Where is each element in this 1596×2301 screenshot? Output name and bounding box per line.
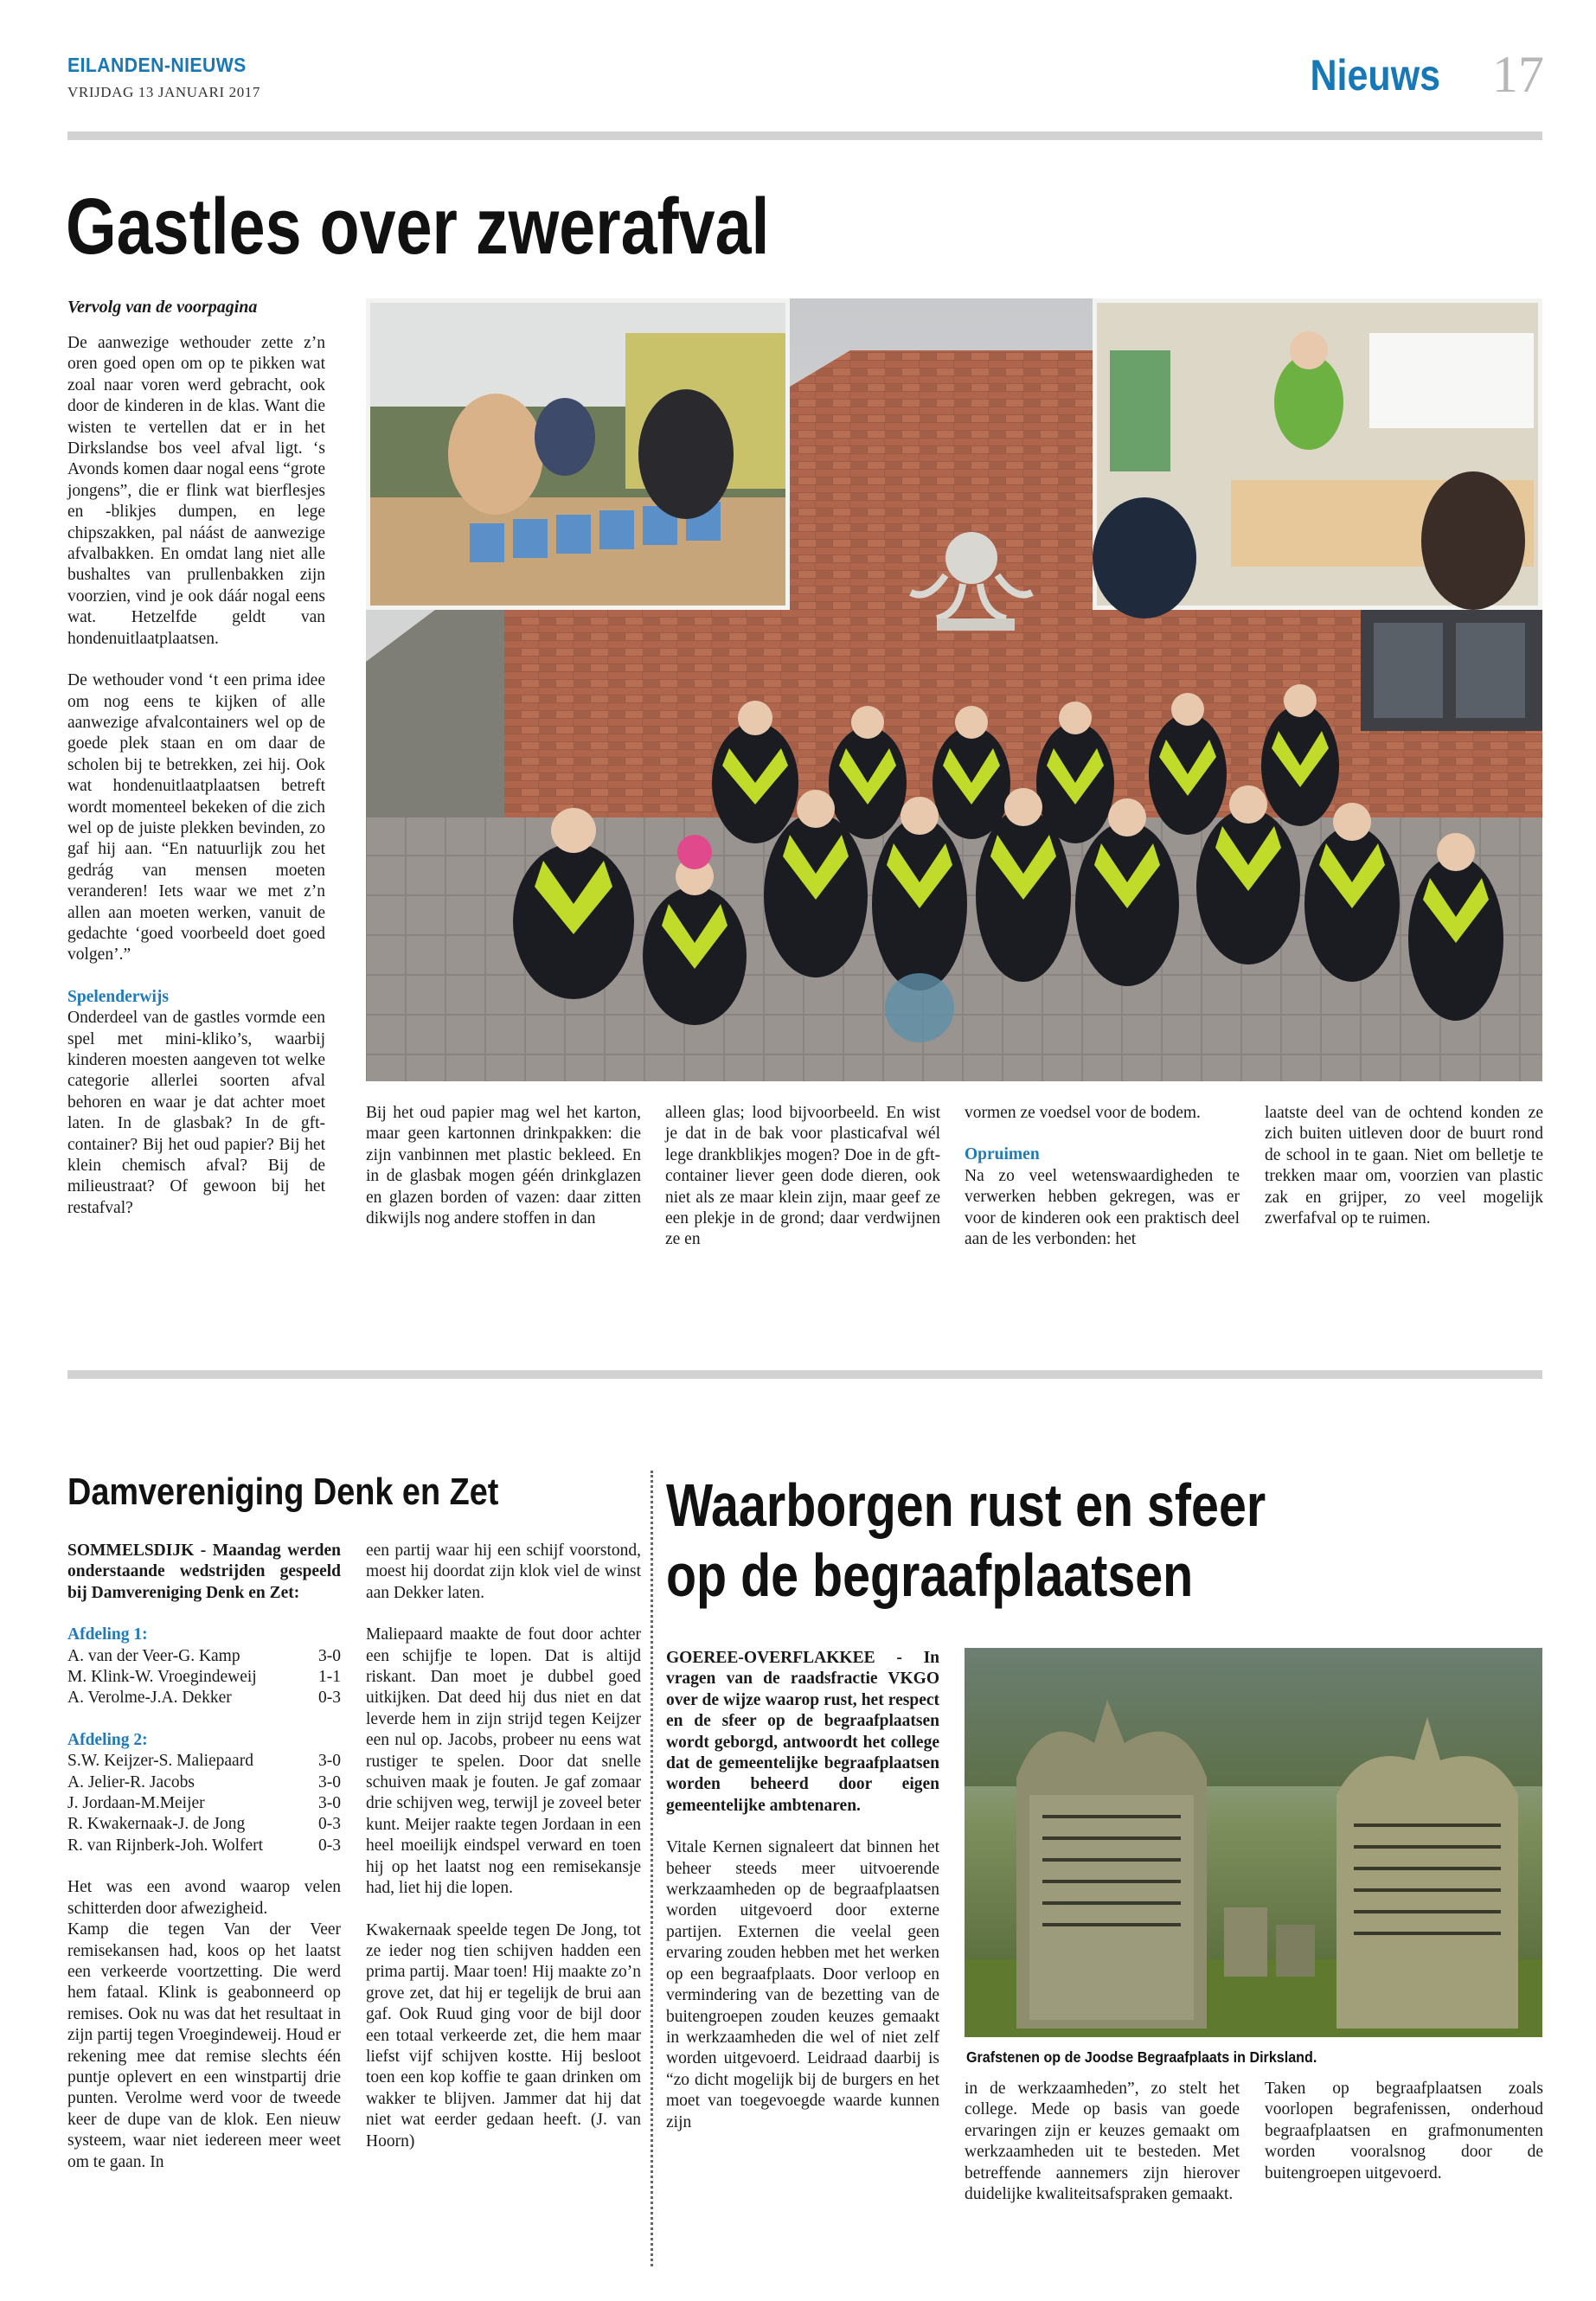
dam-column-2 <box>366 1541 641 2152</box>
paragraph: een partij waar hij een schijf voorstond, moest hij doordat zijn klok viel de winst aan Dekker laten. <box>366 1541 641 1602</box>
paragraph: Na zo veel wetenswaardigheden te verwerken hebben gekregen, was er voor de kinderen ook een praktisch deel aan de les verbonden: het <box>965 1166 1240 1249</box>
group-title: Afdeling 1: <box>67 1625 148 1644</box>
table-row: A. van der Veer-G. Kamp 3-0 <box>67 1646 341 1665</box>
school-photo-collage <box>366 298 1542 1081</box>
begraaf-column-3: Taken op begraafplaatsen zoals voorlopen begrafenissen, onderhoud begraafplaatsen en grafmonumenten worden vooralsnog door de buitengroepen uitgevoerd. <box>1265 2080 1543 2182</box>
lead-paragraph: GOEREE-OVERFLAKKEE - In vragen van de raadsfractie VKGO over de wijze waarop rust, het respect en de sfeer op de begraafplaatsen wordt geborgd, antwoordt het college dat de gemeentelijke begraafplaatsen worden beheerd door eigen gemeentelijke ambtenaren. <box>666 1649 939 1815</box>
article-kicker: Vervolg van de voorpagina <box>67 298 258 317</box>
photo-caption: Grafstenen op de Joodse Begraafplaats in Dirksland. <box>966 2048 1317 2066</box>
section-divider <box>67 1370 1542 1379</box>
paragraph: Vitale Kernen signaleert dat binnen het beheer steeds meer uitvoerende werkzaamheden op de begraafplaatsen worden uitgevoerd door externe partijen. Externen die veelal geen ervaring zouden hebben met het werken op een begraafplaats. Door verloop en vermindering van de bezetting van de buitengroepen zouden keuzes gemaakt in werkzaamheden die wel of niet zelf worden uitgevoerd. Leidraad daarbij is “zo dicht mogelijk bij de burgers en het moet van toegevoegde waarde kunnen zijn <box>666 1838 939 2131</box>
paragraph: Kamp die tegen Van der Veer remisekansen had, koos op het laatst een verkeerde voortzetting. Die werd hem fataal. Klink is geabonneerd op remises. Ook nu was dat het resultaat in zijn partij tegen Vroegindeweij. Houd er rekening mee dat remise slechts één puntje oplevert en een winstpartij drie punten. Verolme werd voor de tweede keer de dupe van de klok. Een nieuw systeem, waar niet iedereen meer weet om te gaan. In <box>67 1920 341 2171</box>
table-row: A. Verolme-J.A. Dekker 0-3 <box>67 1689 341 1708</box>
table-row: S.W. Keijzer-S. Maliepaard 3-0 <box>67 1752 341 1771</box>
results-table <box>67 1646 341 1709</box>
article-column-2: Bij het oud papier mag wel het karton, maar geen kartonnen drinkpakken: die zijn vanbinnen met plastic bekleed. En in de glasbak mogen géén drinkglazen en glazen borden of vazen: daar zitten dikwijls nog andere stoffen in dan <box>366 1104 641 1228</box>
results-group-1 <box>67 1625 341 1709</box>
table-row: A. Jelier-R. Jacobs 3-0 <box>67 1772 341 1791</box>
article-column-1 <box>67 298 325 1219</box>
article-headline: Damvereniging Denk en Zet <box>67 1471 499 1513</box>
group-title: Afdeling 2: <box>67 1730 148 1749</box>
begraaf-column-1 <box>666 1648 939 2133</box>
begraaf-column-2: in de werkzaamheden”, zo stelt het college. Mede op basis van goede ervaringen zijn er keuzes gemaakt om werkzaamheden uit te besteden. Met betreffende aannemers zijn hierover duidelijke kwaliteitsafspraken gemaakt. <box>965 2080 1240 2204</box>
results-table <box>67 1751 341 1856</box>
article-headline: Waarborgen rust en sfeer op de begraafplaatsen <box>666 1471 1266 1609</box>
article-headline: Gastles over zwerafval <box>66 183 770 271</box>
photo-schoolyard <box>366 298 1542 1081</box>
paragraph: vormen ze voedsel voor de bodem. <box>965 1104 1201 1122</box>
paragraph: Kwakernaak speelde tegen De Jong, tot ze ieder nog tien schijven hadden een prima partij. Maar toen! Hij maakte zo’n grove zet, dat hij er tegelijk de brui aan gaf. Ook Ruud ging voor de bijl door een totaal verkeerde zet, die hem maar liefst vijf schijven kostte. Hij besloot toen een kop koffie te gaan drinken om wakker te blijven. Jammer dat hij dat niet wat eerder gedaan heeft. (J. van Hoorn) <box>366 1920 641 2150</box>
subheading: Opruimen <box>965 1145 1040 1164</box>
paragraph: Het was een avond waarop velen schitterden door afwezigheid. <box>67 1878 341 1918</box>
column-separator <box>651 1471 653 2266</box>
photo-gravestones <box>965 1648 1542 2037</box>
article-column-4 <box>965 1103 1240 1250</box>
issue-date: VRIJDAG 13 JANUARI 2017 <box>67 84 260 100</box>
page-number: 17 <box>1492 46 1544 103</box>
section-title: Nieuws <box>1310 51 1440 99</box>
paragraph: De aanwezige wethouder zette z’n oren goed open om op te pikken wat zoal naar voren werd gebracht, ook door de kinderen in de klas. Want die wisten te vertellen dat er in het Dirkslandse bos veel afval ligt. ‘s Avonds komen daar nogal eens “grote jongens”, die er flink wat bierflesjes en -blikjes dumpen, en lege chipszakken, pal náást de aanwezige afvalbakken. En omdat lang niet alle bushaltes van prullenbakken zijn voorzien, vind je ook dáár nogal eens wat. Hetzelfde geldt van hondenuitlaatplaatsen. <box>67 334 325 648</box>
masthead-logo: EILANDEN-NIEUWS <box>67 54 247 76</box>
article-column-5: laatste deel van de ochtend konden ze zich buiten uitleven door de buurt rond de school in te gaan. Niet om belletje te trekken maar om, voorzien van plastic zak en grijper, zo veel mogelijk zwerfafval op te ruimen. <box>1265 1104 1543 1228</box>
dam-column-1 <box>67 1541 341 2173</box>
subheading: Spelenderwijs <box>67 987 169 1006</box>
table-row: M. Klink-W. Vroegindeweij 1-1 <box>67 1668 341 1687</box>
paragraph: Onderdeel van de gastles vormde een spel met mini-kliko’s, waarbij kinderen moesten aangeven tot welke categorie allerlei soorten afval behoren en waar je dat achter moet laten. In de glasbak? In de gft-container? Bij het oud papier? Bij het klein chemisch afval? Bij de milieustraat? Of gewoon bij het restafval? <box>67 1009 325 1217</box>
lead-paragraph: SOMMELSDIJK - Maandag werden onderstaande wedstrijden gespeeld bij Damvereniging Denk en Zet: <box>67 1541 341 1602</box>
header-rule <box>67 131 1542 140</box>
results-group-2 <box>67 1730 341 1856</box>
table-row: R. van Rijnberk-Joh. Wolfert 0-3 <box>67 1836 341 1855</box>
article-column-3: alleen glas; lood bijvoorbeeld. En wist je dat in de bak voor plasticafval wél lege drankblikjes mogen? Doe in de gft-container liever geen dode dieren, ook niet als ze maar klein zijn, maar geef ze een plekje in de grond; daar verdwijnen ze en <box>665 1104 940 1249</box>
cemetery-photo <box>965 1648 1542 2037</box>
paragraph: Maliepaard maakte de fout door achter een schijfje te lopen. Dat is altijd riskant. Dan moet je dubbel goed uitkijken. Dat deed hij dus niet en dat leverde hem in zijn strijd tegen Keijzer een nul op. Jacobs, probeer nu eens wat rustiger te spelen. Door dat snelle schuiven maak je fouten. Je gaf zomaar drie schijven weg, terwijl je zoveel beter kunt. Meijer raakte tegen Jordaan in een heel moeilijk eindspel verward en toen hij op het laatst nog een remisekansje had, liet hij die lopen. <box>366 1625 641 1898</box>
table-row: R. Kwakernaak-J. de Jong 0-3 <box>67 1815 341 1834</box>
table-row: J. Jordaan-M.Meijer 3-0 <box>67 1794 341 1813</box>
paragraph: De wethouder vond ‘t een prima idee om nog eens te kijken of alle aanwezige afvalcontainers wel op de goede plek staan en om daar de scholen bij te betrekken, zei hij. Ook wat hondenuitlaatplaatsen betreft wordt momenteel bekeken of die zich wel op de juiste plekken bevinden, zo gaf hij aan. “En natuurlijk zou het gedrág van mensen moeten veranderen! Iets waar we met z’n allen aan moeten werken, vanuit de gedachte ‘goed voorbeeld doet goed volgen’.” <box>67 671 325 965</box>
